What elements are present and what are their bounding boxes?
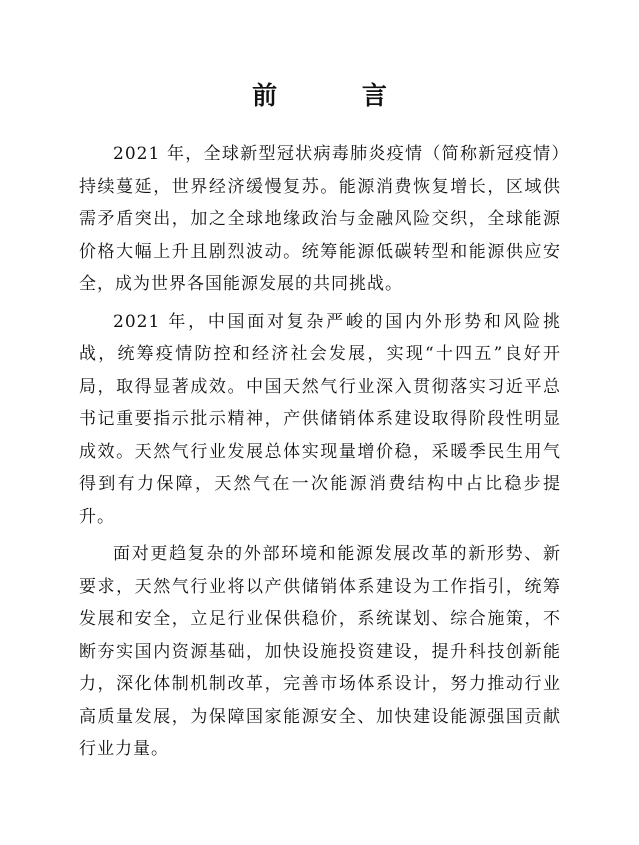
paragraph-3: 面对更趋复杂的外部环境和能源发展改革的新形势、新要求，天然气行业将以产供储销体系建设为工作指引，统筹发展和安全，立足行业保供稳价，系统谋划、综合施策，不断夯实国内资源基础，加快设施投资建设，提升科技创新能力，深化体制机制改革，完善市场体系设计，努力推动行业高质量发展，为保障国家能源安全、加快建设能源强国贡献行业力量。: [79, 544, 561, 759]
page-title: 前 言: [252, 81, 425, 110]
paragraph-1: 2021 年，全球新型冠状病毒肺炎疫情（简称新冠疫情）持续蔓延，世界经济缓慢复苏。能源消费恢复增长，区域供需矛盾突出，加之全球地缘政治与金融风险交织，全球能源价格大幅上升且剧烈波动。统筹能源低碳转型和能源供应安全，成为世界各国能源发展的共同挑战。: [79, 144, 561, 294]
preface-body: [79, 138, 561, 771]
paragraph-2: 2021 年，中国面对复杂严峻的国内外形势和风险挑战，统筹疫情防控和经济社会发展，实现“十四五”良好开局，取得显著成效。中国天然气行业深入贯彻落实习近平总书记重要指示批示精神，产供储销体系建设取得阶段性明显成效。天然气行业发展总体实现量增价稳，采暖季民生用气得到有力保障，天然气在一次能源消费结构中占比稳步提升。: [79, 311, 561, 527]
